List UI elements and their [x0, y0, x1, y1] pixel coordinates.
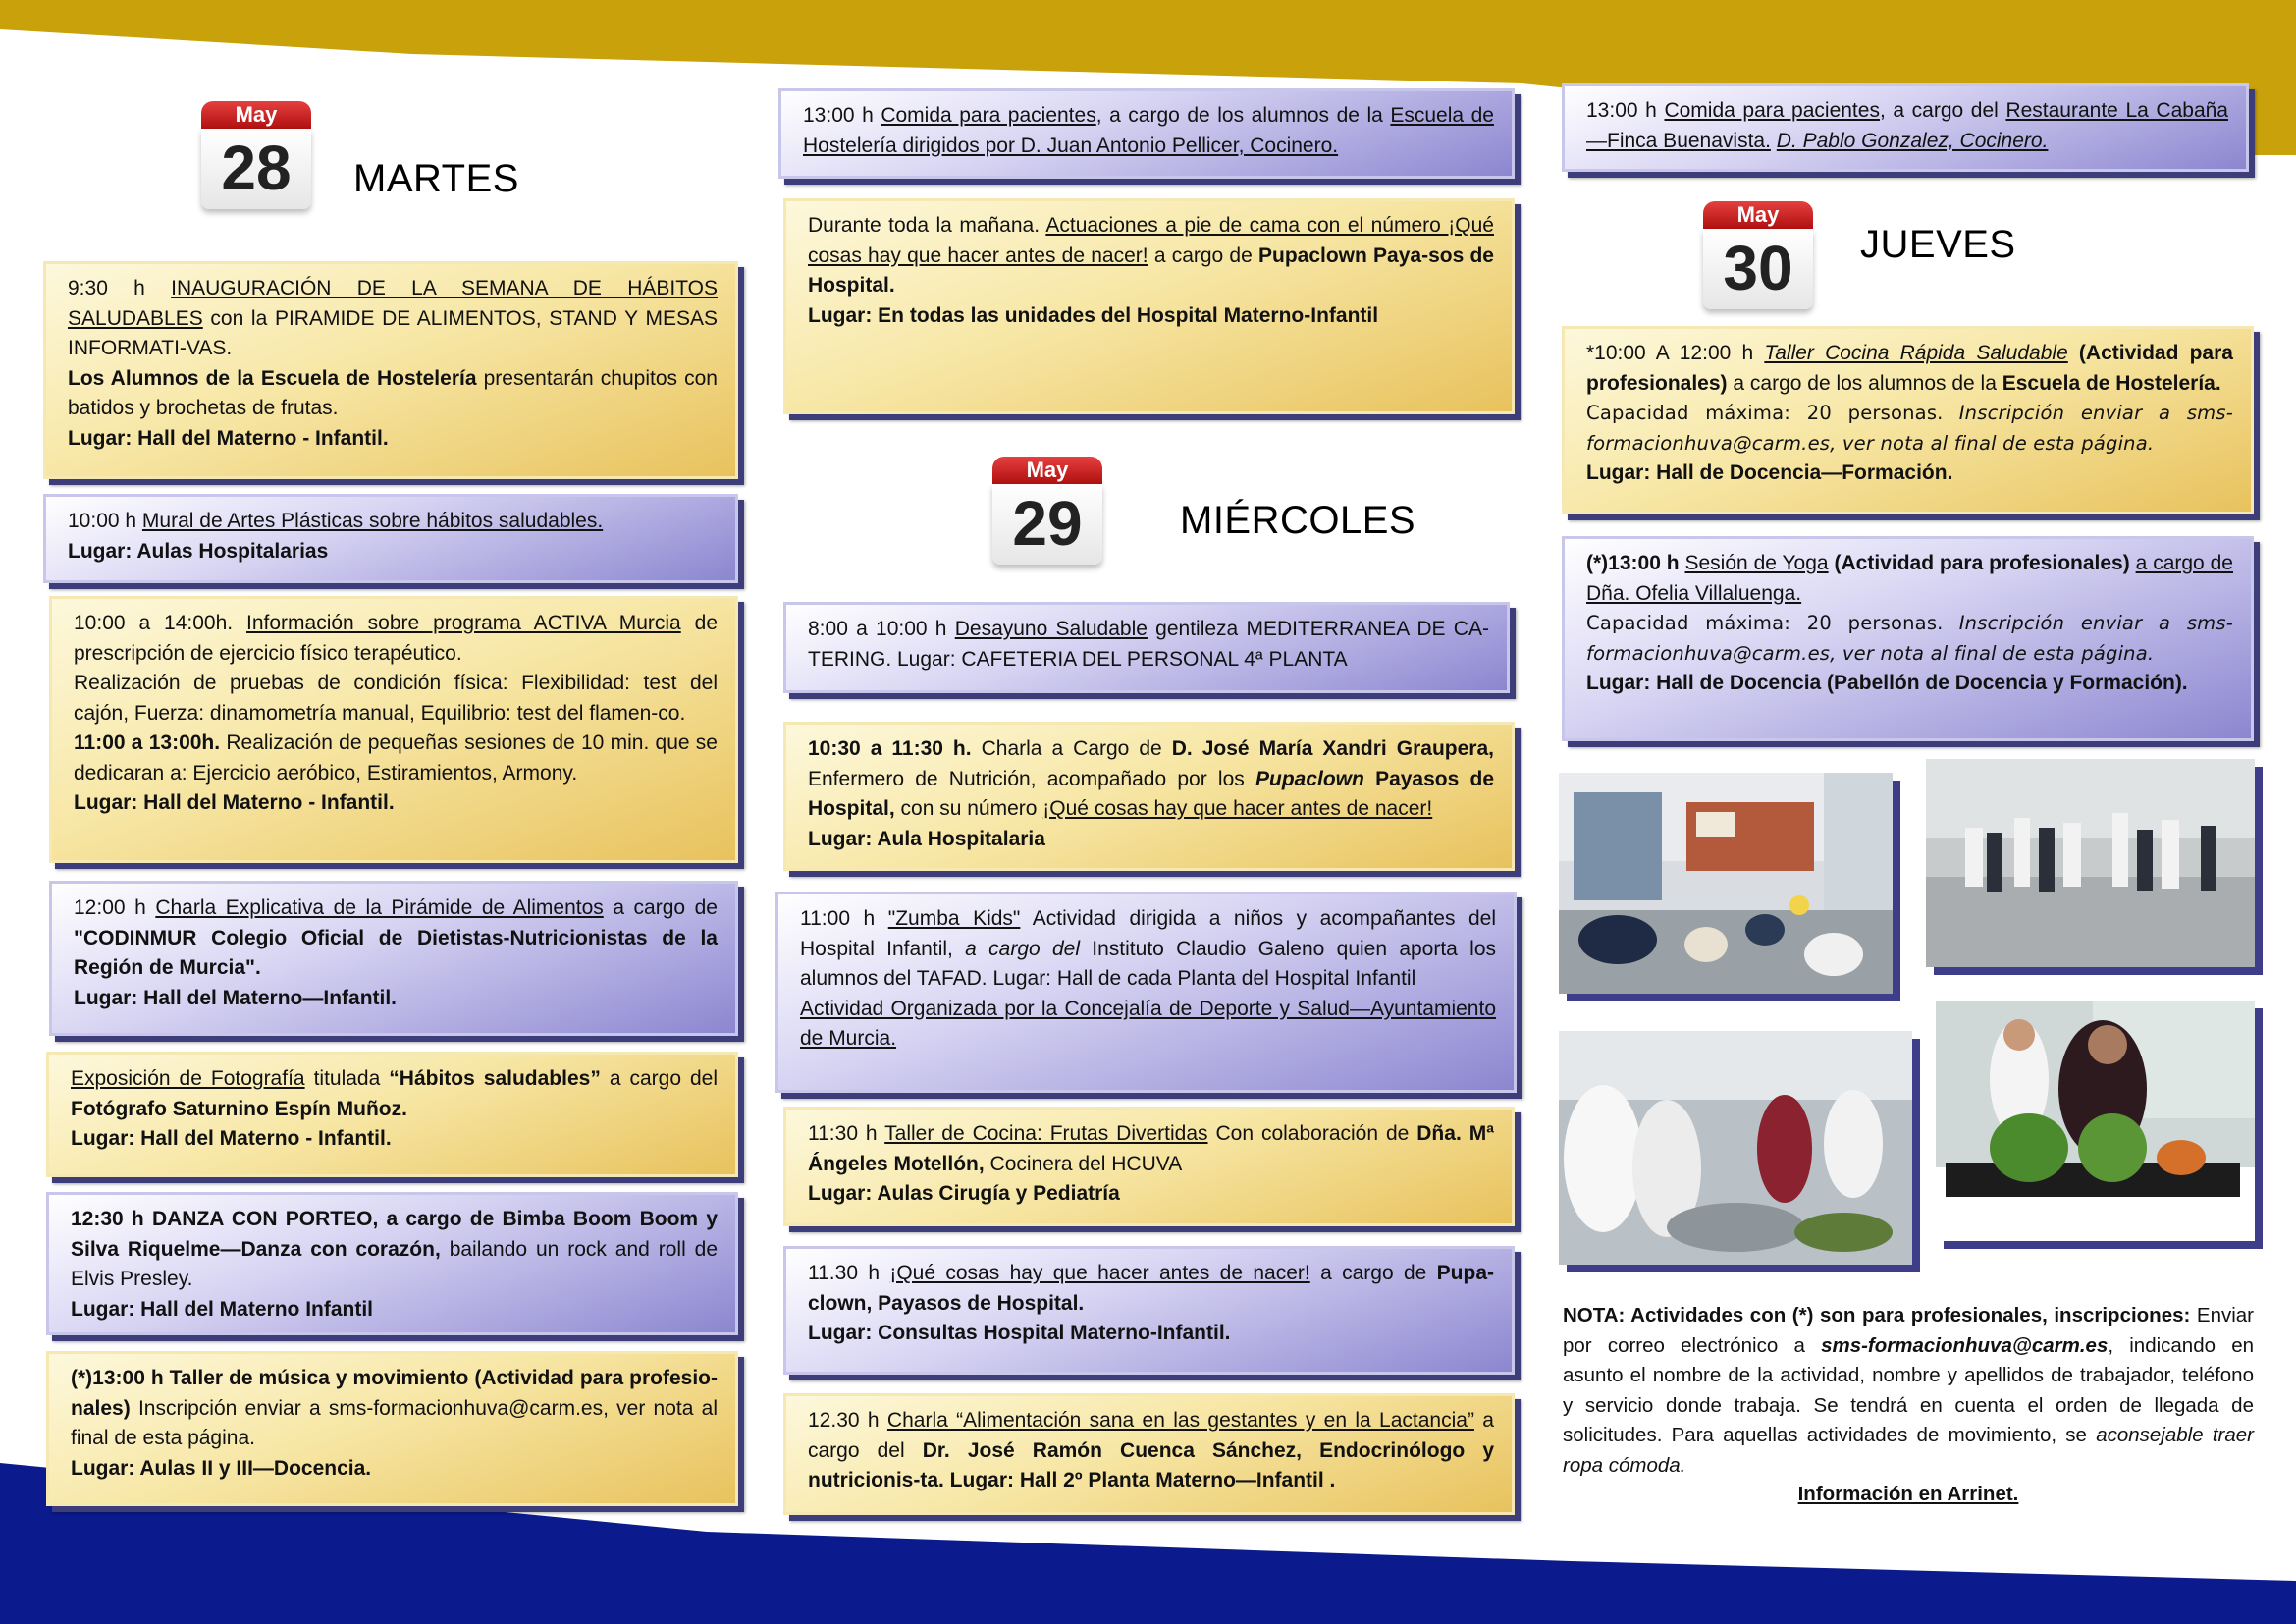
event-danza: 12:30 h DANZA CON PORTEO, a cargo de Bimba Boom Boom y Silva Riquelme—Danza con corazón, bailando un rock and roll de Elvis Presley. Lugar: Hall del Materno Infantil: [46, 1192, 738, 1335]
event-mural: 10:00 h Mural de Artes Plásticas sobre hábitos saludables. Lugar: Aulas Hospitalarias: [43, 494, 738, 583]
photo-yoga-hall: [1559, 773, 1893, 994]
event-charla-piramide: 12:00 h Charla Explicativa de la Pirámide de Alimentos a cargo de "CODINMUR Colegio Oficial de Dietistas-Nutricionistas de la Región de Murcia". Lugar: Hall del Materno—Infantil.: [49, 881, 738, 1036]
event-exposicion: Exposición de Fotografía titulada “Hábitos saludables” a cargo del Fotógrafo Saturnino Espín Muñoz. Lugar: Hall del Materno - Infantil.: [46, 1052, 738, 1177]
event-desayuno: 8:00 a 10:00 h Desayuno Saludable gentileza MEDITERRANEA DE CA-TERING. Lugar: CAFETERIA DEL PERSONAL 4ª PLANTA: [783, 602, 1510, 693]
photo-exercise-group: [1926, 759, 2255, 967]
event-inauguracion: 9:30 h INAUGURACIÓN DE LA SEMANA DE HÁBITOS SALUDABLES con la PIRAMIDE DE ALIMENTOS, STAND Y MESAS INFORMATI-VAS. Los Alumnos de la Escuela de Hostelería presentarán chupitos con batidos y brochetas de frutas. Lugar: Hall del Materno - Infantil.: [43, 261, 738, 479]
nota-profesionales: NOTA: Actividades con (*) son para profesionales, inscripciones: Enviar por correo electrónico a sms-formacionhuva@carm.es, indicando en asunto el nombre de la actividad, nombre y apellidos de trabajador, teléfono y servicio donde trabaja. Se tendrá en cuenta el orden de llegada de solicitudes. Para aquellas actividades de movimiento, se aconsejable traer ropa cómoda.: [1563, 1304, 2255, 1477]
informacion-arrinet: Información en Arrinet.: [1797, 1483, 2019, 1505]
event-taller-musica: (*)13:00 h Taller de música y movimiento (Actividad para profesio-nales) Inscripción enviar a sms-formacionhuva@carm.es, ver nota al final de esta página. Lugar: Aulas II y III—Docencia.: [46, 1351, 738, 1506]
calendar-icon-28: May 28: [201, 101, 311, 209]
event-charla-nutricion: 10:30 a 11:30 h. Charla a Cargo de D. José María Xandri Graupera, Enfermero de Nutrición, acompañado por los Pupaclown Payasos de Hospital, con su número ¡Qué cosas hay que hacer antes de nacer! Lugar: Aula Hospitalaria: [783, 722, 1515, 871]
event-comida-pacientes-29: 13:00 h Comida para pacientes, a cargo de los alumnos de la Escuela de Hostelería dirigidos por D. Juan Antonio Pellicer, Cocinero.: [778, 88, 1515, 179]
event-sesion-yoga: (*)13:00 h Sesión de Yoga (Actividad para profesionales) a cargo de Dña. Ofelia Villaluenga. Capacidad máxima: 20 personas. Inscripción enviar a sms-formacionhuva@carm.es, ver nota al final de esta página. Lugar: Hall de Docencia (Pabellón de Docencia y Formación).: [1562, 536, 2254, 741]
calendar-icon-29: May 29: [992, 457, 1102, 565]
event-taller-frutas: 11:30 h Taller de Cocina: Frutas Divertidas Con colaboración de Dña. Mª Ángeles Motellón, Cocinera del HCUVA Lugar: Aulas Cirugía y Pediatría: [783, 1107, 1515, 1226]
photo-cooking-class: [1559, 1031, 1912, 1265]
day-title-martes: MARTES: [353, 157, 519, 200]
day-title-miercoles: MIÉRCOLES: [1180, 499, 1416, 542]
event-activa-murcia: 10:00 a 14:00h. Información sobre programa ACTIVA Murcia de prescripción de ejercicio físico terapéutico. Realización de pruebas de condición física: Flexibilidad: test del cajón, Fuerza: dinamometría manual, Equilibrio: test del flamen-co. 11:00 a 13:00h. Realización de pequeñas sesiones de 10 min. que se dedicaran a: Ejercicio aeróbico, Estiramientos, Armony. Lugar: Hall del Materno - Infantil.: [49, 596, 738, 863]
calendar-icon-30: May 30: [1703, 201, 1813, 309]
event-zumba-kids: 11:00 h "Zumba Kids" Actividad dirigida a niños y acompañantes del Hospital Infantil, a cargo del Instituto Claudio Galeno quien aporta los alumnos del TAFAD. Lugar: Hall de cada Planta del Hospital Infantil Actividad Organizada por la Concejalía de Deporte y Salud—Ayuntamiento de Murcia.: [775, 892, 1517, 1093]
day-title-jueves: JUEVES: [1860, 223, 2016, 266]
event-taller-cocina-rapida: *10:00 A 12:00 h Taller Cocina Rápida Saludable (Actividad para profesionales) a cargo de los alumnos de la Escuela de Hostelería. Capacidad máxima: 20 personas. Inscripción enviar a sms-formacionhuva@carm.es, ver nota al final de esta página. Lugar: Hall de Docencia—Formación.: [1562, 326, 2254, 514]
photo-fruit-sculpture: [1936, 1001, 2255, 1241]
event-comida-pacientes-30: 13:00 h Comida para pacientes, a cargo del Restaurante La Cabaña—Finca Buenavista. D. Pablo Gonzalez, Cocinero.: [1562, 83, 2249, 172]
event-actuaciones: Durante toda la mañana. Actuaciones a pie de cama con el número ¡Qué cosas hay que hacer antes de nacer! a cargo de Pupaclown Paya-sos de Hospital. Lugar: En todas las unidades del Hospital Materno-Infantil: [783, 198, 1515, 414]
event-que-cosas: 11.30 h ¡Qué cosas hay que hacer antes de nacer! a cargo de Pupa-clown, Payasos de Hospital. Lugar: Consultas Hospital Materno-Infantil.: [783, 1246, 1515, 1375]
event-charla-lactancia: 12.30 h Charla “Alimentación sana en las gestantes y en la Lactancia” a cargo del Dr. José Ramón Cuenca Sánchez, Endocrinólogo y nutricionis-ta. Lugar: Hall 2º Planta Materno—Infantil .: [783, 1393, 1515, 1515]
